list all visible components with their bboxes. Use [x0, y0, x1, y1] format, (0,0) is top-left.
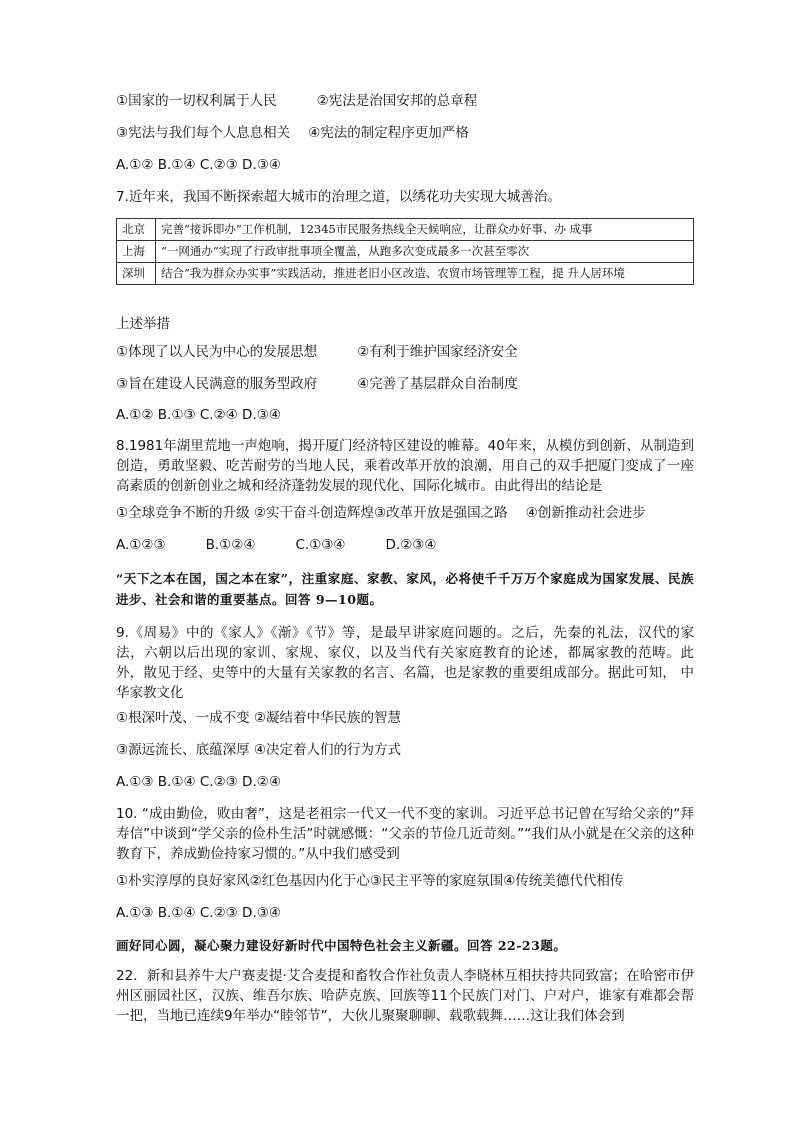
- q8-option-4: ④创新推动社会进步: [525, 505, 646, 521]
- q7-option-3: ③旨在建设人民满意的服务型政府: [116, 376, 318, 392]
- q10-options: ①朴实淳厚的良好家风②红色基因内化于心③民主平等的家庭氛围④传统美德代代相传: [116, 873, 624, 889]
- q7-stem: 7.近年来，我国不断探索超大城市的治理之道，以绣花功夫实现大城善治。: [116, 189, 561, 205]
- q7-option-4: ④完善了基层群众自治制度: [357, 376, 518, 392]
- q9-options-row-2: ③源远流长、底蕴深厚 ④决定着人们的行为方式: [116, 742, 401, 758]
- city-measure: 完善“接诉即办”工作机制，12345市民服务热线全天候响应，让群众办好事、办 成事: [156, 219, 694, 241]
- q6-option-3: ③宪法与我们每个人息息相关: [116, 125, 291, 141]
- q10-answers: A.①③ B.①④ C.②③ D.③④: [116, 905, 281, 921]
- table-row: [117, 219, 694, 241]
- q7-city-table: [116, 218, 694, 285]
- q7-option-1: ①体现了以人民为中心的发展思想: [116, 344, 318, 360]
- q8-options: [116, 503, 696, 523]
- q8-answer-c: C.①③④: [295, 537, 346, 553]
- q8-answer-b: B.①②④: [205, 537, 256, 553]
- q6-option-4: ④宪法的制定程序更加严格: [308, 125, 469, 141]
- city-name: 上海: [117, 241, 156, 263]
- q8-answers: [116, 535, 696, 555]
- q8-stem: 8.1981年湖里荒地一声炮响，揭开厦门经济特区建设的帷幕。40年来，从模仿到创新、从制造到创造，勇敢坚毅、吃苦耐劳的当地人民，乘着改革开放的浪潮，用自己的双手把厦门变成了一座高素质的创新创业之城和经济蓬勃发展的现代化、国际化城市。由此得出的结论是: [116, 438, 694, 494]
- table-row: [117, 241, 694, 263]
- q6-options-row-1: [116, 91, 696, 111]
- q6-answers: A.①② B.①④ C.②③ D.③④: [116, 157, 281, 173]
- q7-option-2: ②有利于维护国家经济安全: [357, 344, 518, 360]
- q7-answers: A.①② B.①③ C.②④ D.③④: [116, 407, 281, 423]
- city-measure: “一网通办”实现了行政审批事项全覆盖，从跑多次变成最多一次甚至零次: [156, 241, 694, 263]
- city-measure: 结合“我为群众办实事”实践活动，推进老旧小区改造、农贸市场管理等工程，提 升人居环境: [156, 263, 694, 285]
- city-name: 深圳: [117, 263, 156, 285]
- intro-questions-22-23: 画好同心圆，凝心聚力建设好新时代中国特色社会主义新疆。回答 22-23题。: [116, 938, 567, 953]
- q9-options-row-1: ①根深叶茂、一成不变 ②凝结着中华民族的智慧: [116, 710, 401, 726]
- q8-answer-d: D.②③④: [385, 537, 437, 553]
- q9-answers: A.①③ B.①④ C.②③ D.②④: [116, 774, 281, 790]
- q9-stem: 9.《周易》中的《家人》《渐》《节》等，是最早讲家庭问题的。之后，先秦的礼法，汉代的家法，六朝以后出现的家训、家规、家仪，以及当代有关家庭教育的论述，都属家教的范畴。此外，散见于经、史等中的大量有关家教的名言、名篇，也是家教的重要组成部分。据此可知， 中华家教文化: [116, 625, 694, 701]
- q7-options-row-1: [116, 342, 696, 362]
- intro-questions-9-10: “天下之本在国，国之本在家”，注重家庭、家教、家风，必将使千千万万个家庭成为国家发展、民族进步、社会和谐的重要基点。回答 9—10题。: [116, 571, 694, 607]
- q6-option-1: ①国家的一切权利属于人民: [116, 93, 277, 109]
- q7-lead: 上述举措: [116, 316, 170, 332]
- q8-options-1-3: ①全球竞争不断的升级 ②实干奋斗创造辉煌③改革开放是强国之路: [116, 505, 508, 521]
- q10-stem: 10. “成由勤俭，败由奢”，这是老祖宗一代又一代不变的家训。习近平总书记曾在写给父亲的“拜寿信”中谈到“学父亲的俭朴生活”时就感慨：“父亲的节俭几近苛刻。”“我们从小就是在父亲的这种教育下，养成勤俭持家习惯的。”从中我们感受到: [116, 806, 694, 862]
- table-row: [117, 263, 694, 285]
- q7-options-row-2: [116, 374, 696, 394]
- q8-answer-a: A.①②③: [116, 537, 166, 553]
- q6-option-2: ②宪法是治国安邦的总章程: [316, 93, 478, 109]
- city-name: 北京: [117, 219, 156, 241]
- q22-stem: 22．新和县养牛大户赛麦提·艾合麦提和畜牧合作社负责人李晓林互相扶持共同致富；在哈密市伊州区丽园社区，汉族、维吾尔族、哈萨克族、回族等11个民族门对门、户对户，谁家有难都会帮一把，当地已连续9年举办“睦邻节”，大伙儿聚聚聊聊、载歌载舞……这让我们体会到: [116, 968, 694, 1024]
- q6-options-row-2: [116, 123, 696, 143]
